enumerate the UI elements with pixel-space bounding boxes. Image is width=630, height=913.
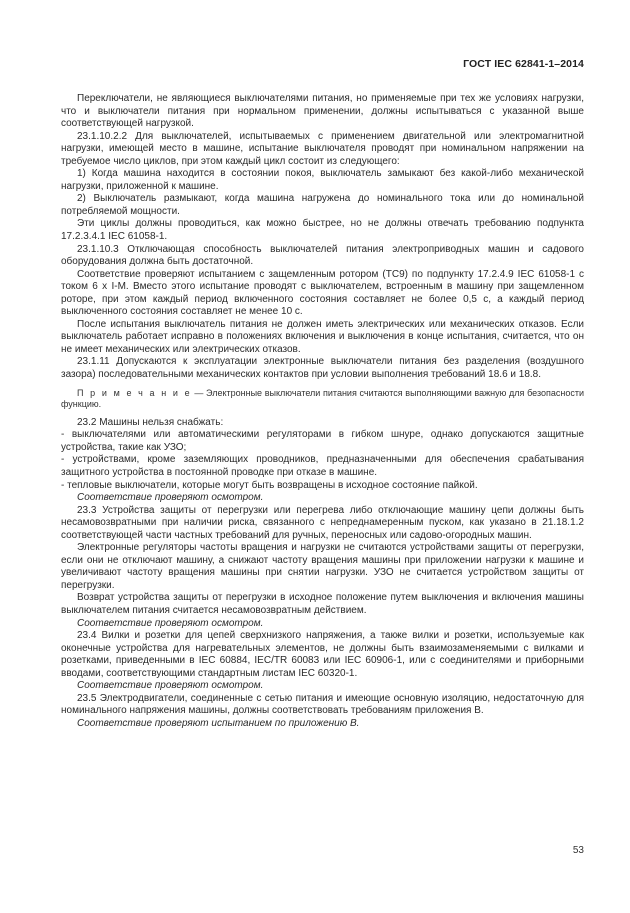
compliance-note: Соответствие проверяют испытанием по приложению В.	[77, 717, 360, 729]
paragraph: 23.1.10.2.2 Для выключателей, испытываемых с применением двигательной или электромагнитной нагрузки, имеющей место в машине, испытание выключателя проводят при номинальном напряжении на требуемое число циклов, при этом каждый цикл состоит из следующего:	[61, 130, 584, 167]
paragraph: 23.5 Электродвигатели, соединенные с сетью питания и имеющие основную изоляцию, недостаточную для номинального напряжения машины, должны соответствовать требованиям приложения В.	[61, 692, 584, 717]
list-item: - тепловые выключатели, которые могут быть возвращены в исходное состояние пайкой.	[61, 479, 478, 491]
paragraph: 23.1.11 Допускаются к эксплуатации электронные выключатели питания без разделения (воздушного зазора) последовательными механических контактов при условии выполнения требований 18.6 и 18.8.	[61, 356, 584, 381]
page-number: 53	[572, 845, 584, 856]
paragraph: Эти циклы должны проводиться, как можно быстрее, но не должны отвечать требованию подпункта 17.2.3.4.1 IEC 61058-1.	[61, 218, 584, 243]
paragraph: После испытания выключатель питания не должен иметь электрических или механических отказов. Если выключатель работает исправно в положениях включения и выключения в конце испытания, считается, что он не имеет механических или электрических отказов.	[61, 318, 584, 355]
paragraph: Возврат устройства защиты от перегрузки в исходное положение путем выключения и включения машины выключателем питания считается несамовозвратным действием.	[61, 592, 584, 616]
compliance-note: Соответствие проверяют осмотром.	[77, 617, 264, 629]
note-label: П р и м е ч а н и е	[77, 387, 192, 398]
paragraph: 2) Выключатель размыкают, когда машина нагружена до номинального тока или до номинальной потребляемой мощности.	[61, 193, 584, 217]
paragraph: 23.3 Устройства защиты от перегрузки или перегрева либо отключающие машину цепи должны быть несамовозвратными при наличии риска, связанного с непреднамеренным пуском, как указано в 21.18.1.2 соответствующей части частных требований для ручных, переносных или садово-огородных машин.	[61, 504, 584, 541]
paragraph: 1) Когда машина находится в состоянии покоя, выключатель замыкают без какой-либо механической нагрузки, приложенной к машине.	[61, 168, 584, 192]
document-header: ГОСТ IEC 62841-1–2014	[463, 58, 584, 70]
paragraph: Электронные регуляторы частоты вращения и нагрузки не считаются устройствами защиты от перегрузки, если они не отключают машину, а снижают частоту вращения машины при приложении нагрузки к машине и увеличивают частоту вращения машины при снятии нагрузки. УЗО не считается устройством защиты от перегрузки.	[61, 542, 584, 591]
document-body	[61, 93, 584, 730]
list-item: - выключателями или автоматическими регуляторами в гибком шнуре, однако допускаются защитные устройства, такие как УЗО;	[61, 429, 584, 453]
paragraph: 23.2 Машины нельзя снабжать:	[77, 416, 224, 428]
list-item: - устройствами, кроме заземляющих проводников, предназначенными для обеспечения срабатывания защитного устройства в постоянной проводке при отказе в машине.	[61, 454, 584, 478]
paragraph: Соответствие проверяют испытанием с защемленным ротором (ТС9) по подпункту 17.2.4.9 IEC 61058-1 с током 6 х I-M. Вместо этого испытание проводят с выключателем, встроенным в машину при защемленном роторе, при этом каждый период включенного состояния составляет не более 0,5 с, а каждый период выключенного состояния составляет не менее 10 с.	[61, 268, 584, 318]
paragraph: 23.1.10.3 Отключающая способность выключателей питания электроприводных машин и садового оборудования должна быть достаточной.	[61, 243, 584, 268]
compliance-note: Соответствие проверяют осмотром.	[77, 492, 264, 504]
paragraph: 23.4 Вилки и розетки для цепей сверхнизкого напряжения, а также вилки и розетки, используемые как оконечные устройства для нагревательных элементов, не должны быть взаимозаменяемыми с вилками и розетками, приведенными в IEC 60884, IEC/TR 60083 или IEC 60906-1, или с соединителями и приборными вводами, соответствующими стандартным листам IEC 60320-1.	[61, 630, 584, 679]
note-text: — Электронные выключатели питания считаются выполняющими важную для безопасности функцию.	[61, 387, 584, 410]
note	[61, 388, 584, 411]
paragraph: Переключатели, не являющиеся выключателями питания, но применяемые при тех же условиях нагрузки, что и выключатели питания при нормальном применении, должны испытываться с указанной выше соответствующей нагрузкой.	[61, 93, 584, 130]
compliance-note: Соответствие проверяют осмотром.	[77, 680, 264, 692]
